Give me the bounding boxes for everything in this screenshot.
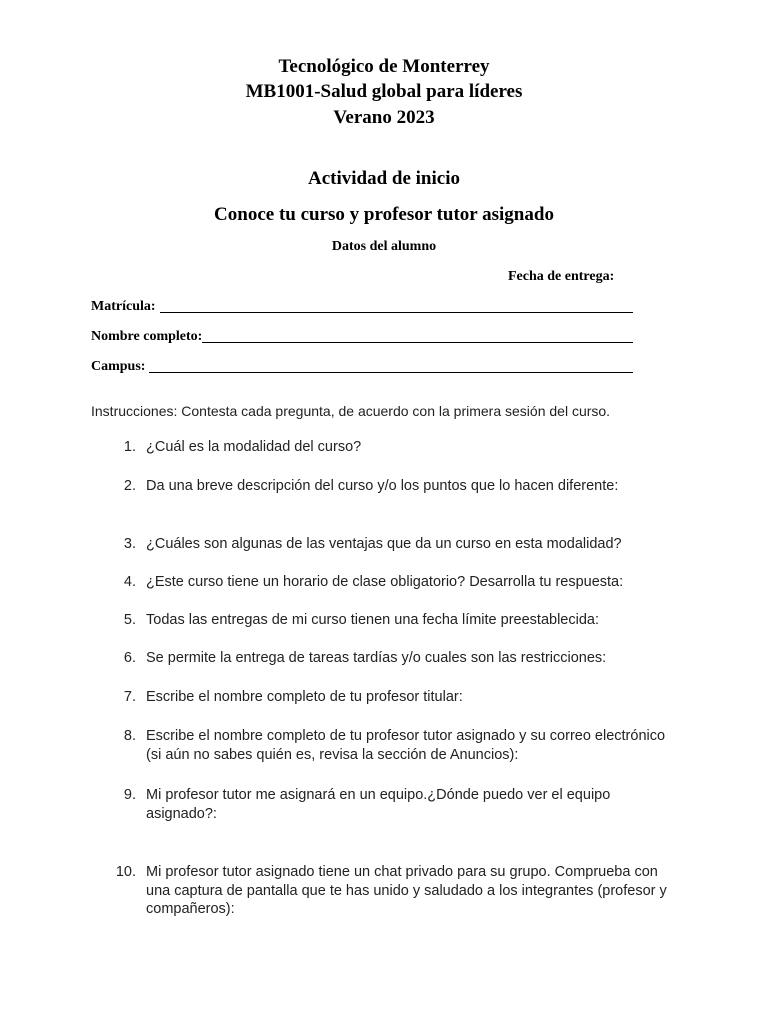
question-text: Mi profesor tutor me asignará en un equipo.¿Dónde puedo ver el equipo asignado?: bbox=[146, 787, 611, 822]
instructions-text: Instrucciones: Contesta cada pregunta, de acuerdo con la primera sesión del curso. bbox=[91, 403, 611, 419]
question-text: ¿Este curso tiene un horario de clase obligatorio? Desarrolla tu respuesta: bbox=[146, 574, 624, 590]
section-heading: Datos del alumno bbox=[331, 239, 437, 254]
question-item bbox=[91, 573, 691, 592]
course-name: MB1001-Salud global para líderes bbox=[245, 81, 523, 102]
field-underline bbox=[160, 311, 633, 313]
question-text: Escribe el nombre completo de tu profesor tutor asignado y su correo electrónico (si aún no sabes quién es, revisa la sección de Anuncios): bbox=[146, 728, 666, 763]
field-underline bbox=[202, 341, 633, 343]
question-number: 7. bbox=[123, 689, 136, 705]
question-number: 5. bbox=[123, 612, 136, 628]
question-item bbox=[91, 727, 691, 764]
field-underline bbox=[149, 371, 633, 373]
question-item bbox=[91, 863, 691, 919]
question-item bbox=[91, 786, 691, 823]
question-number: 10. bbox=[115, 864, 136, 880]
question-number: 4. bbox=[123, 574, 136, 590]
question-text: Todas las entregas de mi curso tienen una fecha límite preestablecida: bbox=[146, 612, 599, 628]
question-text: Se permite la entrega de tareas tardías y/o cuales son las restricciones: bbox=[146, 650, 607, 666]
question-number: 9. bbox=[123, 787, 136, 803]
activity-title: Actividad de inicio bbox=[307, 168, 460, 189]
question-number: 2. bbox=[123, 478, 136, 494]
field-label: Matrícula: bbox=[91, 299, 156, 314]
question-item bbox=[91, 535, 691, 554]
question-number: 3. bbox=[123, 536, 136, 552]
question-item bbox=[91, 438, 691, 457]
question-number: 1. bbox=[123, 439, 136, 455]
question-item bbox=[91, 611, 691, 630]
question-text: ¿Cuáles son algunas de las ventajas que da un curso en esta modalidad? bbox=[146, 536, 622, 552]
due-date-label: Fecha de entrega: bbox=[508, 269, 615, 284]
field-label: Campus: bbox=[91, 359, 146, 374]
field-matricula[interactable] bbox=[91, 296, 633, 316]
question-text: Mi profesor tutor asignado tiene un chat privado para su grupo. Comprueba con una captura de pantalla que te has unido y saludado a los integrantes (profesor y compañeros): bbox=[146, 864, 667, 917]
field-label: Nombre completo: bbox=[91, 329, 203, 344]
question-text: Escribe el nombre completo de tu profesor titular: bbox=[146, 689, 463, 705]
question-number: 6. bbox=[123, 650, 136, 666]
question-item bbox=[91, 477, 691, 496]
question-number: 8. bbox=[123, 728, 136, 744]
question-text: ¿Cuál es la modalidad del curso? bbox=[146, 439, 362, 455]
term-name: Verano 2023 bbox=[333, 107, 435, 128]
question-item bbox=[91, 649, 691, 668]
field-campus[interactable] bbox=[91, 356, 633, 376]
activity-subtitle: Conoce tu curso y profesor tutor asignado bbox=[214, 204, 554, 225]
institution-name: Tecnológico de Monterrey bbox=[278, 56, 490, 77]
field-nombre-completo[interactable] bbox=[91, 326, 633, 346]
question-item bbox=[91, 688, 691, 707]
question-text: Da una breve descripción del curso y/o los puntos que lo hacen diferente: bbox=[146, 478, 619, 494]
